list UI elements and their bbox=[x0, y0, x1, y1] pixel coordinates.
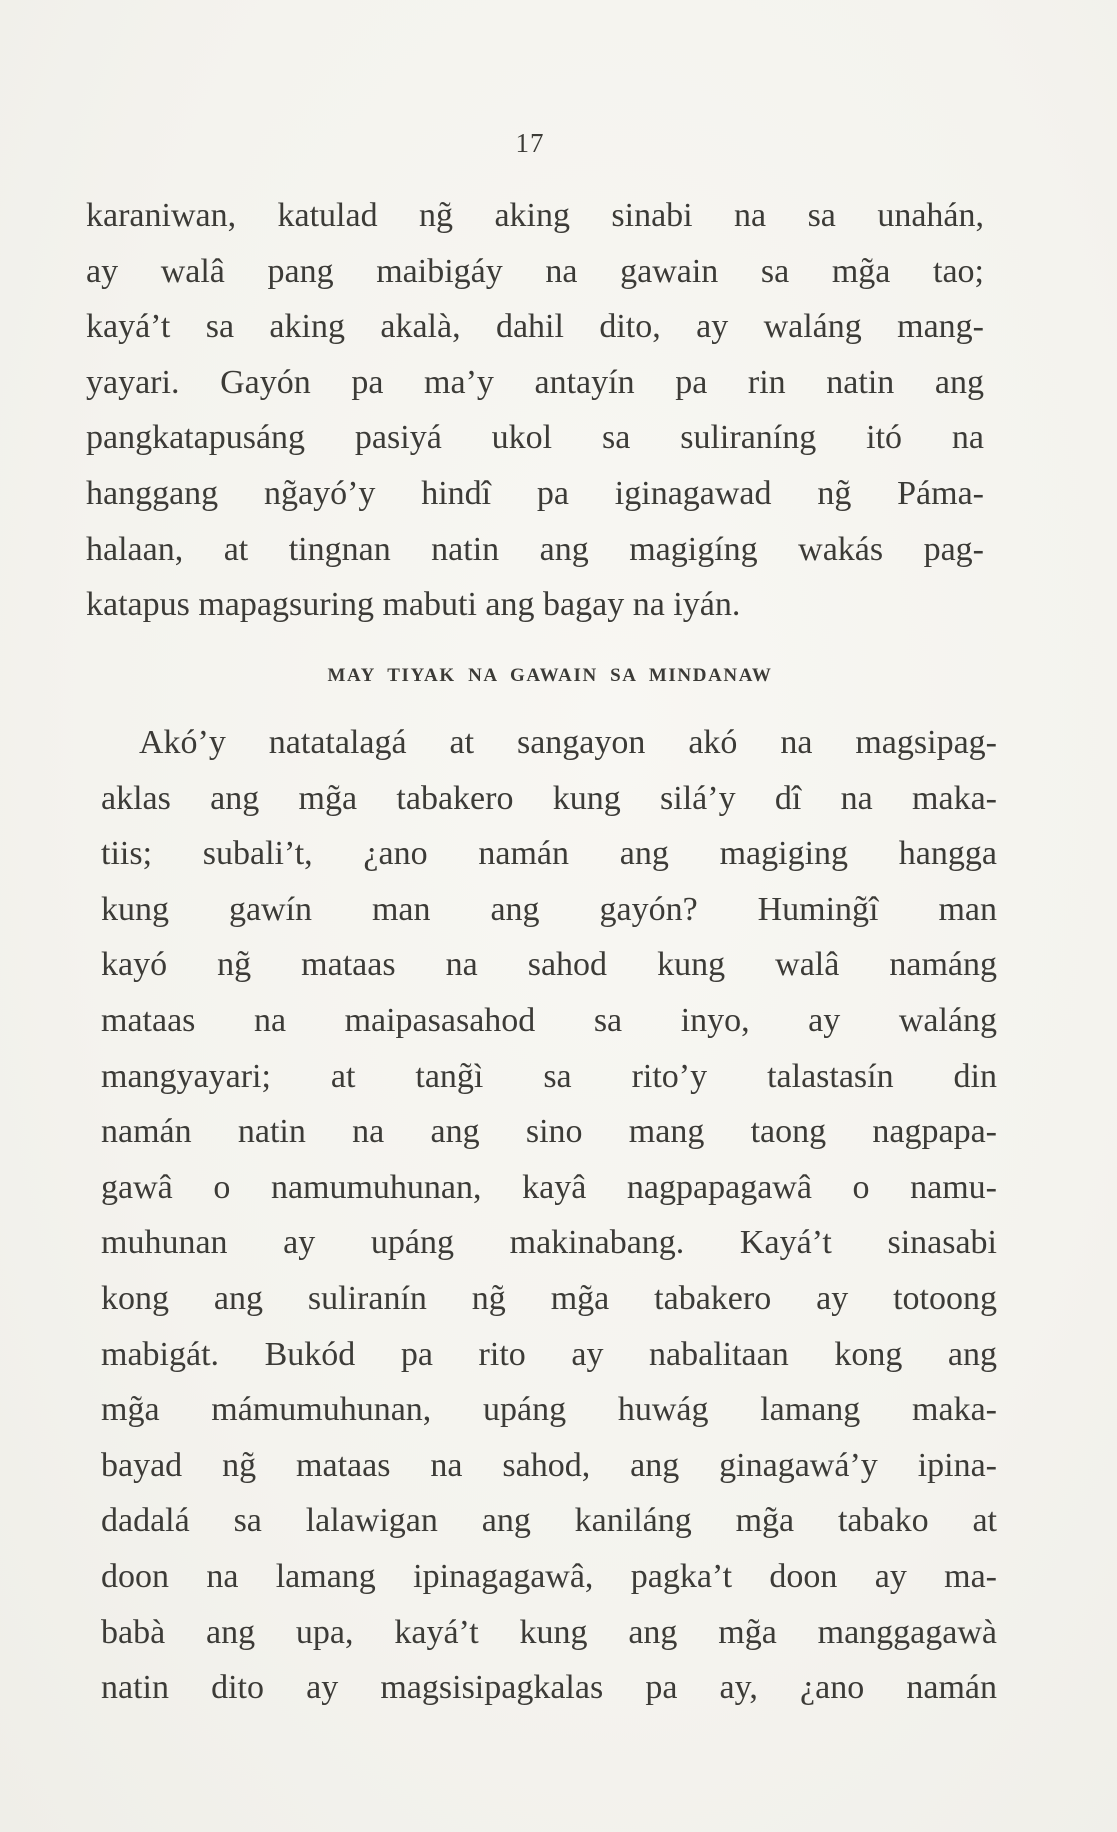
text-line: tiis; subali’t, ¿ano namán ang magiging hangga bbox=[101, 835, 997, 873]
text-line: karaniwan, katulad ng̃ aking sinabi na sa unahán, bbox=[86, 197, 984, 234]
text-line: mg̃a mámumuhunan, upáng huwág lamang maka- bbox=[101, 1391, 997, 1429]
text-line: doon na lamang ipinagagawâ, pagka’t doon ay ma- bbox=[101, 1557, 997, 1595]
text-line: kong ang suliranín ng̃ mg̃a tabakero ay totoong bbox=[101, 1279, 997, 1317]
text-line: dadalá sa lalawigan ang kaniláng mg̃a tabako at bbox=[101, 1502, 997, 1540]
text-line: ay walâ pang maibigáy na gawain sa mg̃a tao; bbox=[86, 252, 984, 290]
text-line: babà ang upa, kayá’t kung ang mg̃a manggagawà bbox=[101, 1613, 997, 1651]
text-line: yayari. Gayón pa ma’y antayín pa rin natin ang bbox=[86, 363, 984, 401]
text-line: natin dito ay magsisipagkalas pa ay, ¿ano namán bbox=[101, 1669, 997, 1707]
text-line: aklas ang mg̃a tabakero kung silá’y dî na maka- bbox=[101, 779, 997, 817]
text-line: pangkatapusáng pasiyá ukol sa suliraníng itó na bbox=[86, 419, 984, 457]
text-line: bayad ng̃ mataas na sahod, ang ginagawá’y ipina- bbox=[101, 1446, 997, 1484]
text-line: mabigát. Bukód pa rito ay nabalitaan kong ang bbox=[101, 1335, 997, 1373]
page-number: 17 bbox=[515, 128, 545, 158]
text-line: kung gawín man ang gayón? Huming̃î man bbox=[101, 890, 997, 928]
text-line: halaan, at tingnan natin ang magigíng wakás pag- bbox=[86, 530, 984, 568]
text-line: mataas na maipasasahod sa inyo, ay waláng bbox=[101, 1001, 997, 1039]
paragraph-2 bbox=[101, 715, 997, 1716]
text-line: namán natin na ang sino mang taong nagpapa- bbox=[101, 1113, 997, 1151]
text-line: muhunan ay upáng makinabang. Kayá’t sinasabi bbox=[101, 1224, 997, 1262]
text-line: hanggang ng̃ayó’y hindî pa iginagawad ng̃ Páma- bbox=[86, 474, 984, 512]
text-line: Akó’y natatalagá at sangayon akó na magsipag- bbox=[139, 724, 997, 761]
paragraph-1 bbox=[86, 188, 984, 633]
section-heading: MAY TIYAK NA GAWAIN SA MINDANAW bbox=[327, 665, 773, 686]
text-line: gawâ o namumuhunan, kayâ nagpapagawâ o namu- bbox=[101, 1168, 997, 1206]
text-line: mangyayari; at tang̃ì sa rito’y talastasín din bbox=[101, 1057, 997, 1095]
text-line: kayá’t sa aking akalà, dahil dito, ay waláng mang- bbox=[86, 308, 984, 346]
text-line: kayó ng̃ mataas na sahod kung walâ namáng bbox=[101, 946, 997, 984]
text-line: katapus mapagsuring mabuti ang bagay na iyán. bbox=[86, 586, 741, 624]
